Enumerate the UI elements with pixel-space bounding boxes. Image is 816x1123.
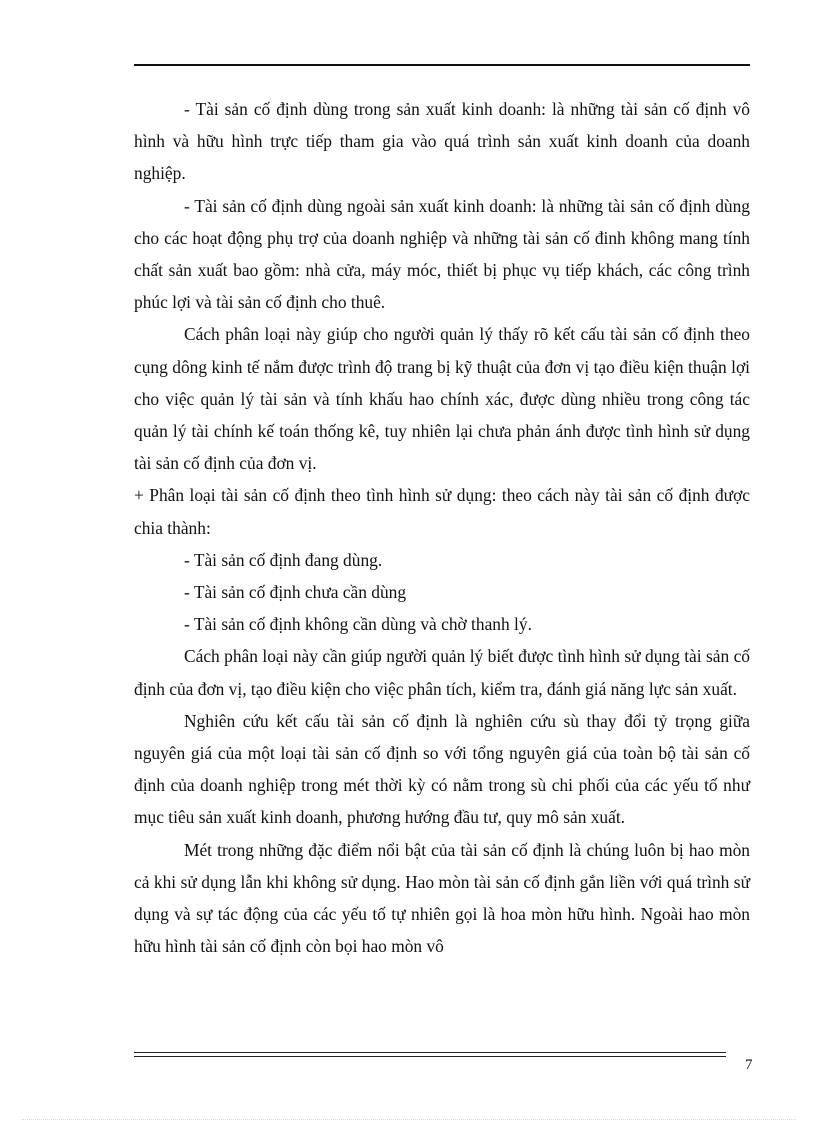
paragraph-depreciation: Mét trong những đặc điểm nổi bật của tài sản cố định là chúng luôn bị hao mòn cả khi sử dụng lẫn khi không sử dụng. Hao mòn tài sản cố định gắn liền với quá trình sử dụng và sự tác động của các yếu tố tự nhiên gọi là hoa mòn hữu hình. Ngoài hao mòn hữu hình tài sản cố định còn bọi hao mòn vô [134,839,750,957]
paragraph-classification-benefit: Cách phân loại này giúp cho người quản lý thấy rõ kết cấu tài sản cố định theo cụng dông kinh tế nắm được trình độ trang bị kỹ thuật của đơn vị tạo điều kiện thuận lợi cho việc quản lý tài sản và tính khấu hao chính xác, được dùng nhiều trong công tác quản lý tài chính kế toán thống kê, tuy nhiên lại chưa phản ánh được tình hình sử dụng tài sản cố định của đơn vị. [134,324,750,474]
list-item-awaiting-liquidation: - Tài sản cố định không cần dùng và chờ thanh lý. [184,614,532,635]
document-body [134,93,750,962]
page-edge [22,1119,796,1120]
header-rule [134,64,750,66]
footer-rule [134,1052,726,1057]
list-item-not-yet-needed: - Tài sản cố định chưa cần dùng [184,582,407,603]
paragraph-classification-by-usage: + Phân loại tài sản cố định theo tình hình sử dụng: theo cách này tài sản cố định được chia thành: [134,485,750,538]
paragraph-usage-classification-benefit: Cách phân loại này cần giúp người quản lý biết được tình hình sử dụng tài sản cố định của đơn vị, tạo điều kiện cho việc phân tích, kiểm tra, đánh giá năng lực sản xuất. [134,646,750,699]
paragraph-fixed-assets-outside-production: - Tài sản cố định dùng ngoài sản xuất kinh doanh: là những tài sản cố định dùng cho các hoạt động phụ trợ của doanh nghiệp và những tài sản cố đinh không mang tính chất sản xuất bao gồm: nhà cửa, máy móc, thiết bị phục vụ tiếp khách, các công trình phúc lợi và tài sản cố định cho thuê. [134,195,750,313]
page-number: 7 [745,1057,753,1073]
paragraph-fixed-assets-in-production: - Tài sản cố định dùng trong sản xuất kinh doanh: là những tài sản cố định vô hình và hữu hình trực tiếp tham gia vào quá trình sản xuất kinh doanh của doanh nghiệp. [134,99,750,184]
paragraph-asset-structure-research: Nghiên cứu kết cấu tài sản cố định là nghiên cứu sù thay đổi tỷ trọng giữa nguyên giá của một loại tài sản cố định so với tổng nguyên giá của toàn bộ tài sản cố định của doanh nghiệp trong mét thời kỳ có nằm trong sù chi phối của các yếu tố như mục tiêu sản xuất kinh doanh, phương hướng đầu tư, quy mô sản xuất. [134,710,750,828]
list-item-in-use: - Tài sản cố định đang dùng. [184,549,383,570]
